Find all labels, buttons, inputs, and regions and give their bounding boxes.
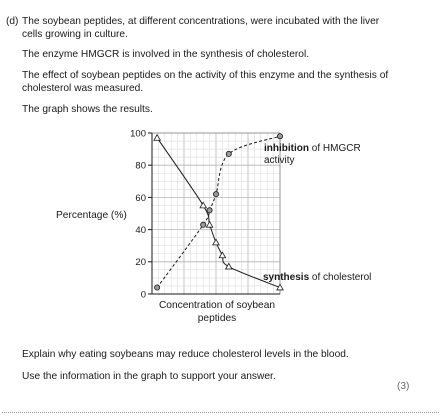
y-tick-label: 0 [140, 289, 146, 301]
synthesis-data-point [206, 222, 212, 228]
synthesis-data-point [226, 263, 232, 269]
y-tick-label: 20 [135, 257, 146, 269]
question-intro-line-1: The soybean peptides, at different concentrations, were incubated with the liver [22, 16, 380, 27]
y-tick-label: 60 [135, 192, 146, 204]
inhibition-data-point [201, 222, 206, 227]
synthesis-data-point [154, 135, 160, 141]
answer-divider [2, 412, 439, 413]
question-part-label: (d) [6, 16, 19, 27]
task-instruction: Explain why eating soybeans may reduce cholesterol levels in the blood. [22, 349, 349, 360]
y-tick-label: 100 [130, 128, 146, 140]
synthesis-data-point [213, 239, 219, 245]
y-axis-label: Percentage (%) [56, 210, 127, 221]
inhibition-data-point [155, 285, 160, 290]
y-tick-label: 40 [135, 225, 146, 236]
inhibition-data-point [277, 134, 282, 139]
x-axis-label-line-2: peptides [197, 313, 237, 325]
inhibition-curve [157, 136, 280, 287]
series-label-inhibition-line-2: activity [264, 155, 295, 166]
series-label-inhibition [264, 143, 361, 154]
series-label-synthesis-bold: synthesis [263, 272, 310, 283]
synthesis-data-point [200, 202, 206, 208]
chart-grid [152, 133, 280, 294]
series-label-synthesis [263, 272, 371, 283]
measurement-statement-line-1: The effect of soybean peptides on the activity of this enzyme and the synthesis of [22, 70, 389, 81]
synthesis-curve [157, 138, 280, 288]
y-tick-label: 80 [135, 160, 146, 172]
synthesis-data-point [219, 252, 225, 258]
inhibition-data-point [213, 192, 218, 197]
measurement-statement-line-2: cholesterol was measured. [22, 83, 144, 94]
graph-intro: The graph shows the results. [22, 104, 153, 115]
inhibition-data-point [207, 208, 212, 213]
task-hint: Use the information in the graph to support your answer. [22, 371, 276, 382]
inhibition-data-point [226, 151, 231, 156]
enzyme-statement: The enzyme HMGCR is involved in the synthesis of cholesterol. [22, 49, 310, 60]
series-label-inhibition-bold: inhibition [264, 143, 309, 154]
x-axis-label-line-1: Concentration of soybean [158, 300, 276, 311]
chart-axes [130, 128, 280, 300]
series-label-synthesis-rest: of cholesterol [309, 272, 372, 283]
question-intro-line-2: cells growing in culture. [22, 29, 128, 40]
series-label-inhibition-rest: of HMGCR [309, 143, 361, 154]
marks-indicator: (3) [397, 381, 410, 392]
